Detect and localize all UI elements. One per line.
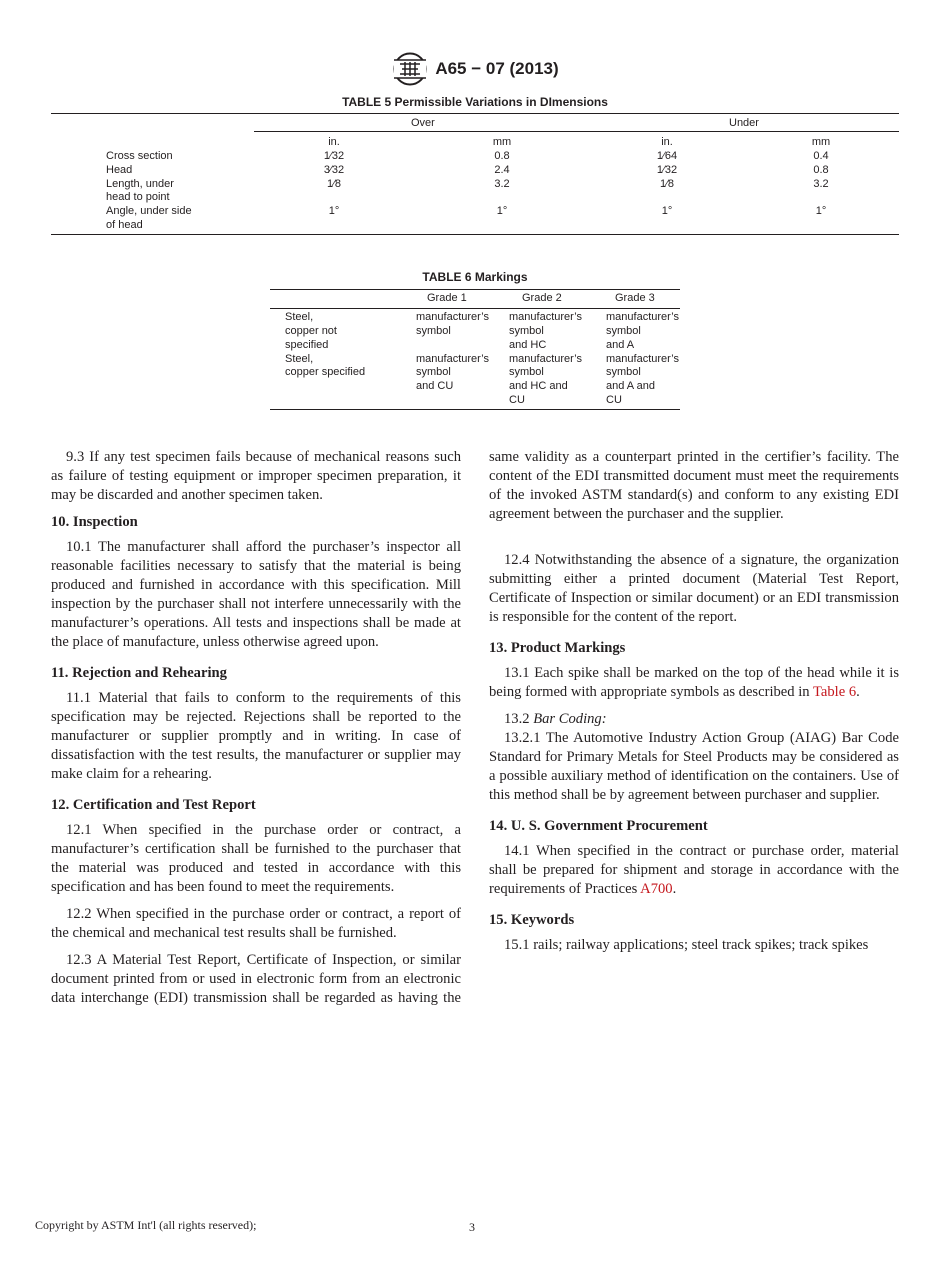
- paragraph-13-2: [489, 710, 899, 729]
- left-column: [51, 448, 461, 1008]
- table6-cell: and A and: [606, 380, 655, 392]
- table5-title: TABLE 5 Permissible Variations in DImensions: [342, 95, 608, 109]
- table5-row-label: Angle, under side: [106, 205, 192, 217]
- table6-header-rule: [270, 308, 680, 309]
- table6-top-rule: [270, 289, 680, 290]
- table6-cell: symbol: [416, 325, 451, 337]
- section-heading-14: 14. U. S. Government Procurement: [489, 818, 708, 834]
- paragraph-13-2-number: 13.2: [504, 711, 530, 727]
- section-heading-12: 12. Certification and Test Report: [51, 797, 256, 813]
- table5-row-label: head to point: [106, 191, 170, 203]
- table6-header: Grade 1: [427, 292, 467, 304]
- table5-cell: 1⁄64: [656, 150, 678, 162]
- table5-unit: in.: [328, 136, 340, 148]
- table5-cell: 3⁄32: [323, 164, 345, 176]
- page-header: [0, 52, 950, 86]
- table5-cell: 1⁄8: [659, 178, 675, 190]
- table6-cell: and CU: [416, 380, 454, 392]
- table5-group-under: Under: [729, 117, 759, 129]
- table6-cell: manufacturer’s: [416, 311, 489, 323]
- paragraph-11-1: 11.1 Material that fails to conform to the requirements of this specification may be rejected. Rejections shall be reported to the manufacturer or supplier promptly and in writing. In case of dissatisfaction with the test results, the manufacturer or supplier may make claim for a rehearing.: [51, 690, 461, 782]
- table6-cell: and HC: [509, 339, 547, 351]
- table5-cell: 1°: [496, 205, 508, 217]
- section-heading-15: 15. Keywords: [489, 912, 575, 928]
- paragraph-13-2-title: Bar Coding:: [533, 711, 607, 727]
- paragraph-12-2: 12.2 When specified in the purchase order or contract, a report of the chemical and mechanical test results shall be furnished.: [51, 906, 461, 941]
- table5-cell: 1⁄32: [656, 164, 678, 176]
- paragraph-10-1: 10.1 The manufacturer shall afford the purchaser’s inspector all reasonable facilities necessary to satisfy that the material is being produced and furnished in accordance with this specification. Mill inspection by the purchaser shall not interfere unnecessarily with the manufacturer’s operations. All tests and inspections shall be made at the place of manufacture, unless otherwise agreed upon.: [51, 539, 461, 650]
- paragraph-12-3-clone: same validity as a counterpart printed in the certifier’s facility. The content of the EDI transmitted document must meet the requirements of the invoked ASTM standard(s) and conform to any existing EDI agreement between the purchaser and the supplier.: [489, 449, 899, 522]
- table6-cell: and A: [606, 339, 635, 351]
- table6-cell: CU: [606, 394, 622, 406]
- table5-cell: 0.8: [813, 164, 829, 176]
- table5-cell: 0.4: [813, 150, 829, 162]
- paragraph-12-3: 12.3 A Material Test Report, Certificate of Inspection, or similar document printed from or used in electronic form from an electronic data interchange (EDI) transmission shall be regarded as having the: [51, 952, 461, 1006]
- section-heading-13: 13. Product Markings: [489, 640, 626, 656]
- table5-cell: 3.2: [494, 178, 510, 190]
- table6-cell: symbol: [509, 366, 544, 378]
- table5-row-label: Head: [106, 164, 133, 176]
- table5-cell: 3.2: [813, 178, 829, 190]
- table5-row-label: of head: [106, 219, 143, 231]
- table5-cell: 1⁄32: [323, 150, 345, 162]
- table5-cell: 2.4: [494, 164, 510, 176]
- a700-link[interactable]: A700: [640, 881, 673, 897]
- table5-cell: 0.8: [494, 150, 510, 162]
- table6-title: TABLE 6 Markings: [422, 270, 528, 284]
- copyright-notice: Copyright by ASTM Int'l (all rights reserved);: [35, 1218, 257, 1232]
- paragraph-14-1: 14.1 When specified in the contract or purchase order, material shall be prepared for shipment and storage in accordance with the requirements of Practices A700.: [489, 843, 899, 897]
- table6-cell: CU: [509, 394, 525, 406]
- paragraph-13-2-1: 13.2.1 The Automotive Industry Action Group (AIAG) Bar Code Standard for Primary Metals for Steel Products may be considered as a possible auxiliary method of identification on the containers. Use of this method shall be by agreement between purchaser and supplier.: [489, 730, 899, 803]
- paragraph-13-1: 13.1 Each spike shall be marked on the top of the head while it is being formed with appropriate symbols as described in Table 6.: [489, 665, 899, 700]
- table5-subheader-rule: [254, 131, 899, 132]
- table6-cell: manufacturer’s: [509, 353, 582, 365]
- table5-group-over: Over: [411, 117, 435, 129]
- paragraph-12-1: 12.1 When specified in the purchase order or contract, a manufacturer’s certification shall be furnished to the purchaser that the material was produced and tested in accordance with this specification and has been found to meet the requirements.: [51, 822, 461, 895]
- paragraph-12-3-continued: [489, 448, 899, 543]
- table6-header: Grade 3: [615, 292, 655, 304]
- table5-cell: 1°: [328, 205, 340, 217]
- table6-cell: and HC and: [509, 380, 568, 392]
- table6-row-label: copper specified: [285, 366, 366, 378]
- table6-header: Grade 2: [522, 292, 562, 304]
- table6-row-label: copper not: [285, 325, 337, 337]
- page-number: 3: [469, 1220, 475, 1234]
- table6-row-label: specified: [285, 339, 329, 351]
- table5-unit: mm: [492, 136, 512, 148]
- table5-top-rule: [51, 113, 899, 114]
- table5-unit: in.: [661, 136, 673, 148]
- section-heading-10: 10. Inspection: [51, 514, 138, 530]
- standard-designation: A65 − 07 (2013): [435, 59, 559, 78]
- astm-logo-icon: [391, 52, 429, 86]
- table6-cell: manufacturer’s: [416, 353, 489, 365]
- right-column: [489, 448, 899, 963]
- table6-row-label: Steel,: [285, 311, 314, 323]
- table5-cell: 1°: [661, 205, 673, 217]
- table6-cell: manufacturer’s: [606, 353, 679, 365]
- paragraph-14-1-text: 14.1 When specified in the contract or purchase order, material shall be prepared for shipment and storage in accordance with the requirements of Practices: [489, 843, 899, 897]
- section-heading-11: 11. Rejection and Rehearing: [51, 665, 227, 681]
- table5-cell: 1⁄8: [326, 178, 342, 190]
- table5-bottom-rule: [51, 234, 899, 235]
- table6-cell: manufacturer’s: [606, 311, 679, 323]
- table6-cell: symbol: [416, 366, 451, 378]
- table6-cell: symbol: [606, 325, 641, 337]
- table6-bottom-rule: [270, 409, 680, 410]
- paragraph-13-1-text: 13.1 Each spike shall be marked on the top of the head while it is being formed with appropriate symbols as described in: [489, 665, 899, 700]
- table5-row-label: Cross section: [106, 150, 173, 162]
- table5-unit: mm: [811, 136, 831, 148]
- table-6-link[interactable]: Table 6: [812, 684, 857, 700]
- table6-row-label: Steel,: [285, 353, 314, 365]
- table6-cell: symbol: [509, 325, 544, 337]
- paragraph-15-1: 15.1 rails; railway applications; steel track spikes; track spikes: [504, 937, 869, 953]
- table5-row-label: Length, under: [106, 178, 174, 190]
- paragraph-9-3: 9.3 If any test specimen fails because of mechanical reasons such as failure of testing equipment or improper specimen preparation, it may be discarded and another specimen taken.: [51, 449, 461, 503]
- table6-cell: manufacturer’s: [509, 311, 582, 323]
- table5-cell: 1°: [815, 205, 827, 217]
- table6-cell: symbol: [606, 366, 641, 378]
- paragraph-12-4: 12.4 Notwithstanding the absence of a signature, the organization submitting either a printed document (Material Test Report, Certificate of Inspection or similar document) or an EDI transmission is responsible for the content of the report.: [489, 552, 899, 625]
